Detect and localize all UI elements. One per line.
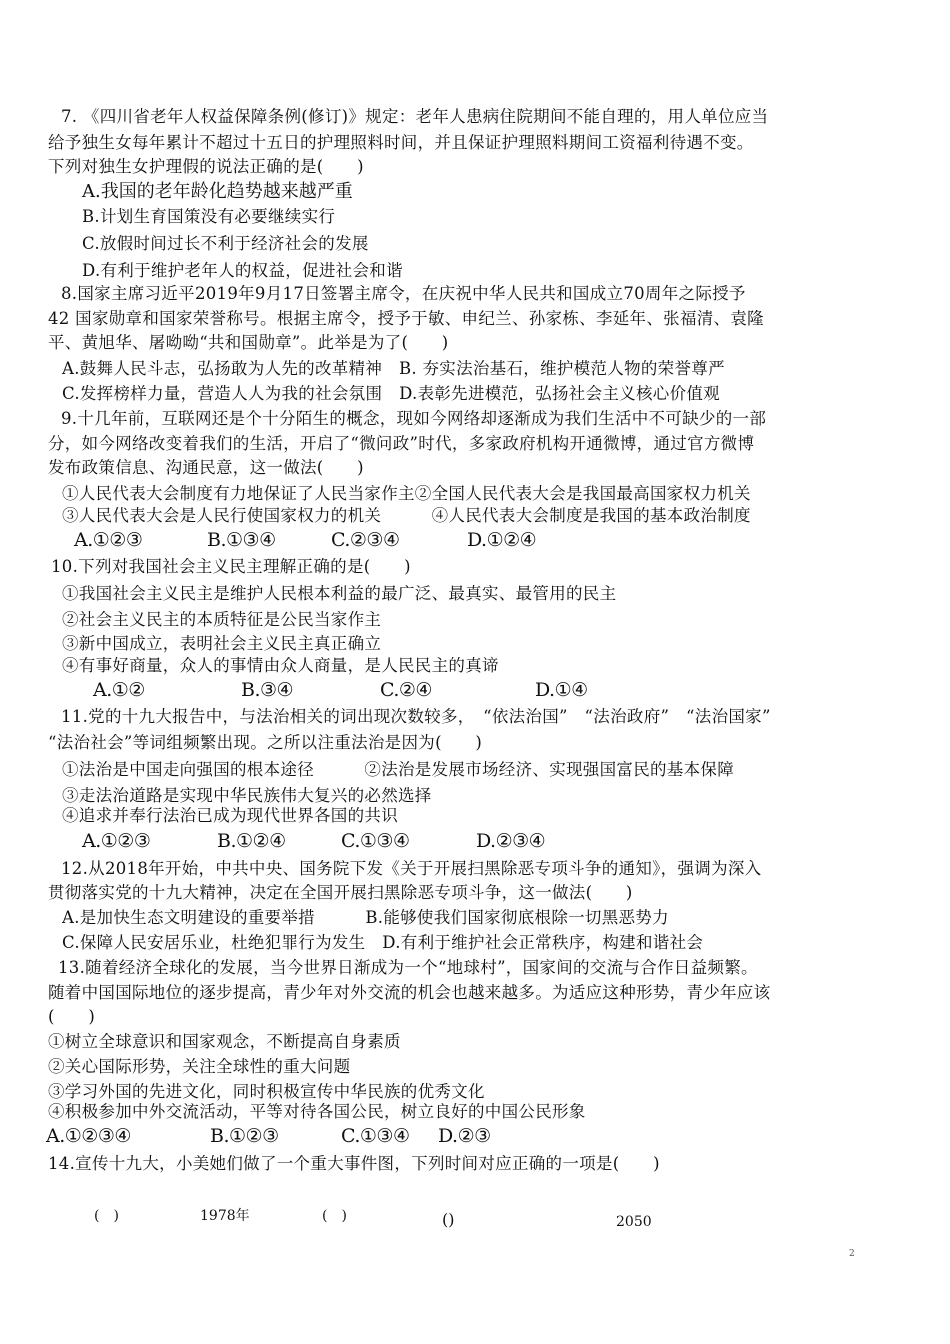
timeline-blank-3: () [442,1210,455,1229]
q9-option-b: B.①③④ [207,529,276,551]
q11-item-3: ③走法治道路是实现中华民族伟大复兴的必然选择 [62,786,432,805]
q10-option-a: A.①② [93,679,145,701]
q8-options-cd: C.发挥榜样力量，营造人人为我的社会氛围 D.表彰先进模范，弘扬社会主义核心价值观 [62,384,720,403]
q8-stem-line-1: 8.国家主席习近平2019年9月17日签署主席令，在庆祝中华人民共和国成立70周年之际授予 [61,284,746,303]
q7-stem-line-3: 下列对独生女护理假的说法正确的是( ) [48,157,364,176]
q12-options-cd: C.保障人民安居乐业，杜绝犯罪行为发生 D.有利于维护社会正常秩序，构建和谐社会 [62,933,704,952]
q7-stem-line-2: 给予独生女每年累计不超过十五日的护理照料时间，并且保证护理照料期间工资福利待遇不变。 [48,133,754,152]
q13-stem-line-3: ( ) [48,1007,96,1026]
q11-option-d: D.②③④ [476,830,546,852]
q13-option-a: A.①②③④ [46,1125,131,1147]
q9-option-d: D.①②④ [467,529,537,551]
q11-item-4: ④追求并奉行法治已成为现代世界各国的共识 [62,806,398,825]
q12-stem-line-1: 12.从2018年开始，中共中央、国务院下发《关于开展扫黑除恶专项斗争的通知》，强调为深入 [61,859,762,878]
q8-stem-line-2: 42 国家勋章和国家荣誉称号。根据主席令，授予于敏、申纪兰、孙家栋、李延年、张福清、袁隆 [48,309,764,328]
q7-option-c: C.放假时间过长不利于经济社会的发展 [82,234,369,253]
q10-option-b: B.③④ [241,679,294,701]
q13-stem-line-1: 13.随着经济全球化的发展，当今世界日渐成为一个“地球村”，国家间的交流与合作日益频繁。 [58,958,758,977]
q13-option-b: B.①②③ [210,1125,279,1147]
q14-stem: 14.宣传十九大，小美她们做了一个重大事件图，下列时间对应正确的一项是( ) [48,1154,660,1173]
q9-items-1-2: ①人民代表大会制度有力地保证了人民当家作主②全国人民代表大会是我国最高国家权力机关 [62,484,751,503]
timeline-blank-1: ( ) [94,1208,119,1224]
q10-option-c: C.②④ [380,679,432,701]
timeline-blank-2: ( ) [322,1208,347,1224]
q7-option-b: B.计划生育国策没有必要继续实行 [82,207,336,226]
q13-item-4: ④积极参加中外交流活动，平等对待各国公民，树立良好的中国公民形象 [48,1102,586,1121]
q9-stem-line-2: 分，如今网络改变着我们的生活，开启了“微问政”时代，多家政府机构开通微博，通过官方微博 [48,434,755,453]
q11-option-a: A.①②③ [82,830,151,852]
q10-item-2: ②社会主义民主的本质特征是公民当家作主 [62,610,382,629]
q13-item-1: ①树立全球意识和国家观念，不断提高自身素质 [48,1032,401,1051]
q9-option-c: C.②③④ [331,529,400,551]
q10-item-1: ①我国社会主义民主是维护人民根本利益的最广泛、最真实、最管用的民主 [62,584,617,603]
q13-item-3: ③学习外国的先进文化，同时积极宣传中华民族的优秀文化 [48,1082,485,1101]
q10-item-4: ④有事好商量，众人的事情由众人商量，是人民民主的真谛 [62,656,499,675]
q12-options-ab: A.是加快生态文明建设的重要举措 B.能够使我们国家彻底根除一切黑恶势力 [62,908,669,927]
q13-option-c: C.①③④ [341,1125,410,1147]
q9-items-3-4: ③人民代表大会是人民行使国家权力的机关 ④人民代表大会制度是我国的基本政治制度 [62,506,751,525]
q8-options-ab: A.鼓舞人民斗志，弘扬敢为人先的改革精神 B. 夯实法治基石，维护模范人物的荣誉尊严 [62,359,725,378]
q11-option-b: B.①②④ [217,830,286,852]
timeline-2050: 2050 [616,1214,652,1230]
q11-stem-line-2: “法治社会”等词组频繁出现。之所以注重法治是因为( ) [48,733,483,752]
q7-option-a: A.我国的老年龄化趋势越来越严重 [82,181,353,202]
q11-items-1-2: ①法治是中国走向强国的根本途径 ②法治是发展市场经济、实现强国富民的基本保障 [62,760,734,779]
q11-option-c: C.①③④ [341,830,410,852]
q12-stem-line-2: 贯彻落实党的十九大精神，决定在全国开展扫黑除恶专项斗争，这一做法( ) [48,883,633,902]
q13-stem-line-2: 随着中国国际地位的逐步提高，青少年对外交流的机会也越来越多。为适应这种形势，青少年应该 [48,983,771,1002]
q11-stem-line-1: 11.党的十九大报告中，与法治相关的词出现次数较多， “依法治国” “法治政府” “法治国家” [61,707,771,726]
q9-option-a: A.①②③ [74,529,143,551]
q7-option-d: D.有利于维护老年人的权益，促进社会和谐 [82,261,403,280]
page-number: 2 [849,1249,855,1259]
q10-option-d: D.①④ [535,679,588,701]
timeline-1978: 1978年 [200,1208,250,1224]
q9-stem-line-1: 9.十几年前，互联网还是个十分陌生的概念，现如今网络却逐渐成为我们生活中不可缺少的一部 [61,409,767,428]
q7-stem-line-1: 7. 《四川省老年人权益保障条例(修订)》规定：老年人患病住院期间不能自理的，用人单位应当 [61,107,769,126]
q10-stem: 10.下列对我国社会主义民主理解正确的是( ) [51,557,411,576]
q9-stem-line-3: 发布政策信息、沟通民意，这一做法( ) [48,458,364,477]
q13-item-2: ②关心国际形势，关注全球性的重大问题 [48,1057,351,1076]
q10-item-3: ③新中国成立，表明社会主义民主真正确立 [62,634,382,653]
q13-option-d: D.②③ [438,1125,491,1147]
q8-stem-line-3: 平、黄旭华、屠呦呦“共和国勋章”。此举是为了( ) [48,333,449,352]
